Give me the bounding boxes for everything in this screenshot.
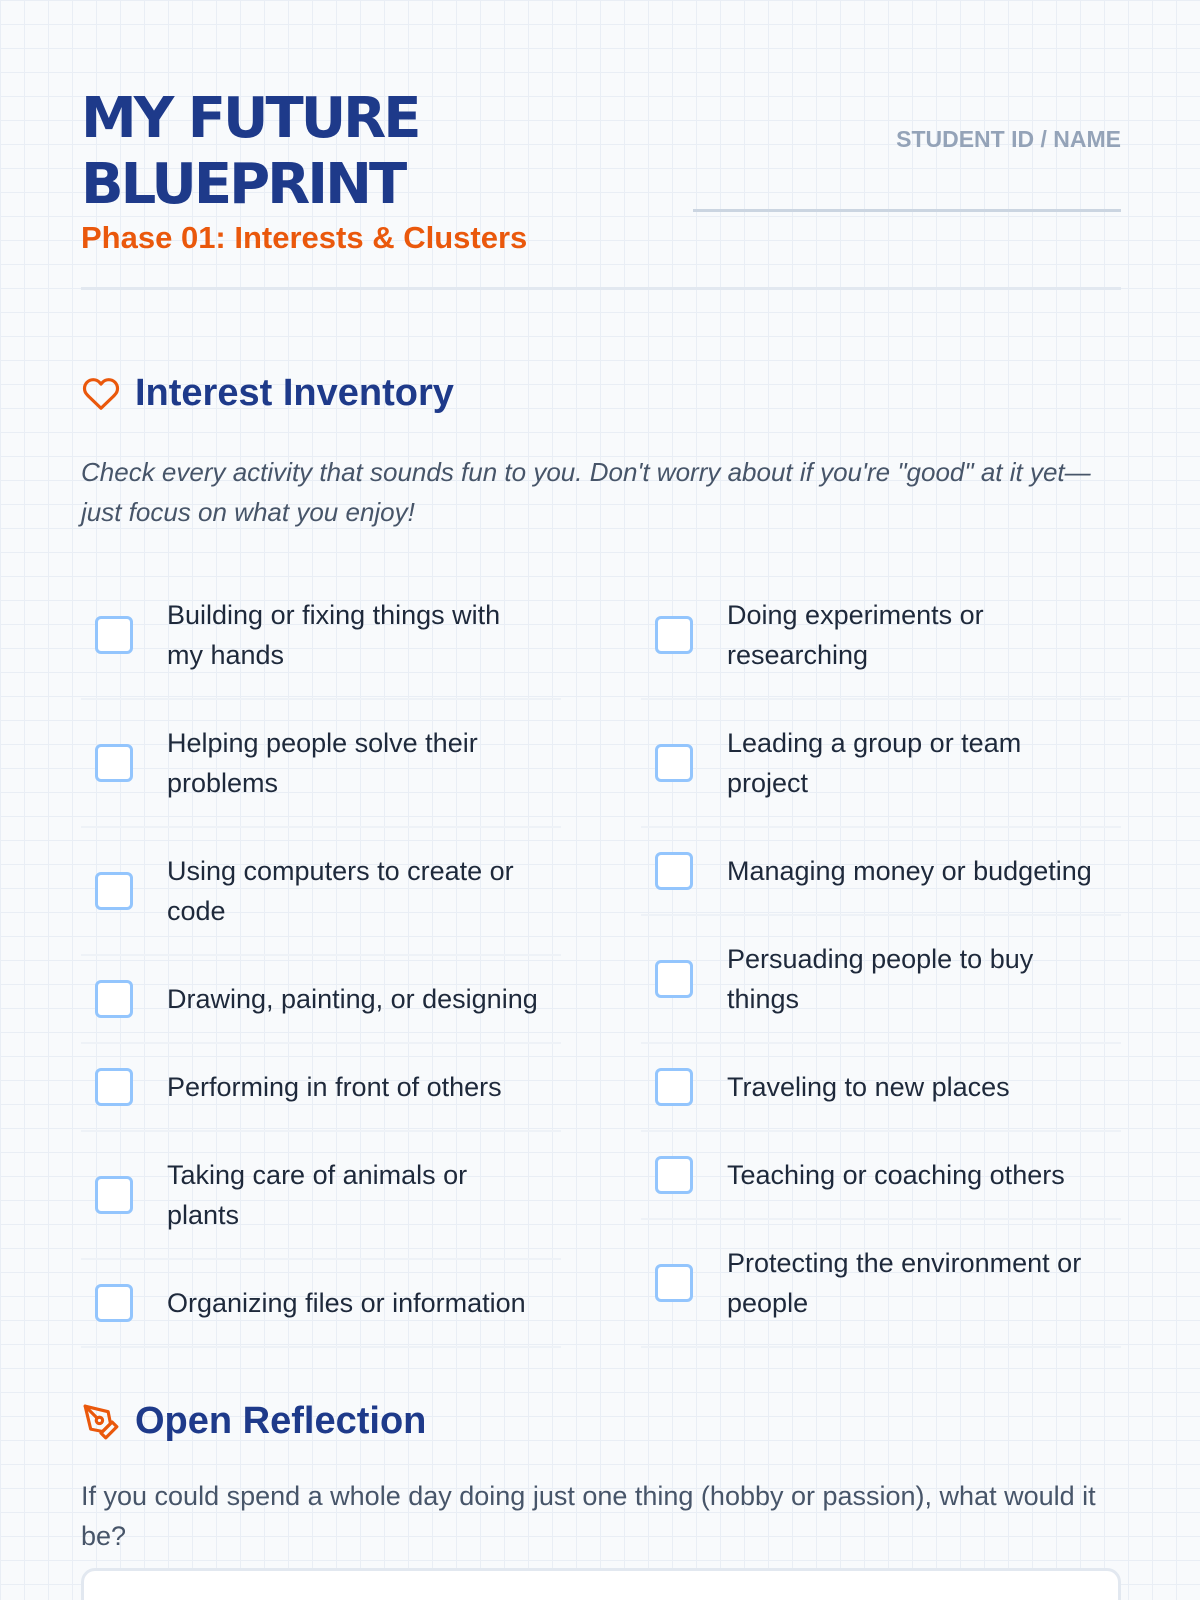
- pen-tool-icon: [81, 1402, 121, 1442]
- checklist-item[interactable]: [81, 572, 561, 700]
- student-id-field[interactable]: [693, 209, 1121, 212]
- open-reflection-heading: [81, 1400, 426, 1443]
- checklist-item[interactable]: [641, 572, 1121, 700]
- student-id-label: STUDENT ID / NAME: [896, 126, 1121, 152]
- checklist-item[interactable]: [641, 700, 1121, 828]
- checklist-item-label: Taking care of animals or plants: [167, 1160, 468, 1230]
- checklist-item-label: Drawing, painting, or designing: [167, 984, 538, 1014]
- checklist-item[interactable]: [641, 1220, 1121, 1348]
- interest-inventory-heading: [81, 372, 454, 415]
- checklist-item-label: Performing in front of others: [167, 1072, 502, 1102]
- checklist-item[interactable]: [641, 1044, 1121, 1132]
- checklist-item-label: Managing money or budgeting: [727, 856, 1092, 886]
- heart-icon: [81, 374, 121, 414]
- checklist-left-column: [81, 572, 561, 1348]
- page-title: MY FUTURE BLUEPRINT: [81, 86, 419, 217]
- reflection-answer-box[interactable]: [81, 1568, 1121, 1600]
- checklist-item-label: Building or fixing things with my hands: [167, 600, 501, 670]
- checklist-item-label: Helping people solve their problems: [167, 728, 478, 798]
- checklist-item-label: Traveling to new places: [727, 1072, 1010, 1102]
- checkbox[interactable]: [95, 1176, 133, 1214]
- checkbox[interactable]: [655, 1068, 693, 1106]
- checkbox[interactable]: [95, 616, 133, 654]
- reflection-question: If you could spend a whole day doing just one thing (hobby or passion), what would it be?: [81, 1481, 1096, 1551]
- worksheet-page: [81, 0, 1121, 1600]
- checklist-item-label: Leading a group or team project: [727, 728, 1022, 798]
- interest-checklist: [81, 572, 1121, 1348]
- checklist-item[interactable]: [641, 916, 1121, 1044]
- inventory-instructions: Check every activity that sounds fun to you. Don't worry about if you're "good" at it yet—just focus on what you enjoy!: [81, 457, 1091, 527]
- checklist-item-label: Doing experiments or researching: [727, 600, 984, 670]
- checkbox[interactable]: [655, 744, 693, 782]
- checklist-item[interactable]: [641, 828, 1121, 916]
- reflection-answer-input[interactable]: [84, 1571, 1118, 1600]
- checkbox[interactable]: [95, 1284, 133, 1322]
- checklist-item[interactable]: [81, 1044, 561, 1132]
- checklist-item-label: Teaching or coaching others: [727, 1160, 1065, 1190]
- checklist-right-column: [641, 572, 1121, 1348]
- checklist-item-label: Persuading people to buy things: [727, 944, 1034, 1014]
- checklist-item[interactable]: [81, 828, 561, 956]
- checkbox[interactable]: [95, 744, 133, 782]
- phase-subtitle: Phase 01: Interests & Clusters: [81, 220, 528, 255]
- checklist-item[interactable]: [81, 700, 561, 828]
- checkbox[interactable]: [655, 1264, 693, 1302]
- checklist-item-label: Using computers to create or code: [167, 856, 514, 926]
- checkbox[interactable]: [655, 852, 693, 890]
- checklist-item[interactable]: [81, 1260, 561, 1348]
- checkbox[interactable]: [655, 960, 693, 998]
- checkbox[interactable]: [95, 872, 133, 910]
- checkbox[interactable]: [655, 616, 693, 654]
- checklist-item[interactable]: [641, 1132, 1121, 1220]
- section-title: Open Reflection: [135, 1400, 427, 1442]
- checklist-item[interactable]: [81, 956, 561, 1044]
- worksheet-header: [81, 86, 1121, 290]
- checkbox[interactable]: [655, 1156, 693, 1194]
- checklist-item-label: Protecting the environment or people: [727, 1248, 1082, 1318]
- checklist-item[interactable]: [81, 1132, 561, 1260]
- checklist-item-label: Organizing files or information: [167, 1288, 526, 1318]
- checkbox[interactable]: [95, 980, 133, 1018]
- section-title: Interest Inventory: [135, 372, 454, 414]
- checkbox[interactable]: [95, 1068, 133, 1106]
